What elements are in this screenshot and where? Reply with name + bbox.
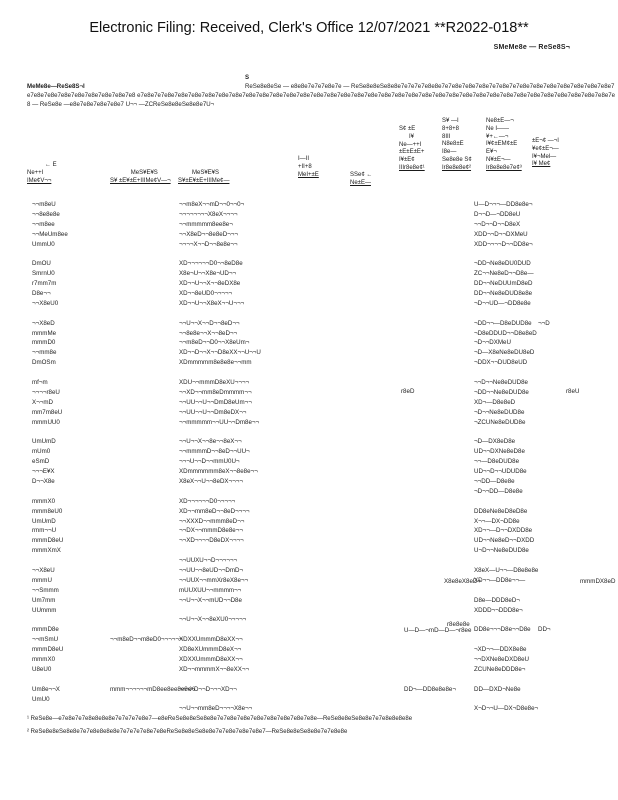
header-text: I8e— xyxy=(442,149,457,156)
table-cell: mmmD8eU xyxy=(32,646,64,654)
table-cell: ¬¬U¬¬mm8eD¬¬¬¬X8e¬¬ xyxy=(179,705,253,713)
table-cell: eSmD xyxy=(32,458,50,466)
table-cell: U8eU0 xyxy=(32,665,52,673)
table-cell xyxy=(179,606,261,616)
table-cell xyxy=(538,497,551,507)
table-cell xyxy=(538,230,551,240)
table-cell: X¬¬mD xyxy=(32,398,53,406)
table-cell xyxy=(179,368,261,378)
table-cell xyxy=(538,526,551,536)
table-cell: ¬¬mm8e xyxy=(32,349,57,357)
table-cell: ¬¬U¬¬X¬¬D¬¬8eD¬¬ xyxy=(179,319,240,327)
table-cell xyxy=(538,507,551,517)
table-cell: XD¬¬¬¬¬¬D0¬¬8eD8e xyxy=(179,260,243,268)
table-cell: XD¬—D8e8eD xyxy=(474,398,516,406)
header-text: Ir8e8e8e7e¢³ xyxy=(486,164,522,171)
table-cell xyxy=(32,556,68,566)
table-cell xyxy=(538,388,551,398)
table-cell: mmmD8e xyxy=(32,626,59,634)
table-cell xyxy=(179,675,261,685)
table-cell xyxy=(538,408,551,418)
table-cell xyxy=(538,517,551,527)
table-cell: ¬¬D¬¬Ne8eDUD8e xyxy=(474,379,529,387)
table-cell: ¬XD¬¬—DDX8e8e xyxy=(474,646,527,654)
table-column-4 xyxy=(474,200,538,714)
table-cell xyxy=(538,447,551,457)
table-cell: UUmmm xyxy=(32,606,57,614)
table-cell: mUm0 xyxy=(32,448,51,456)
table-cell: ¬DDX¬¬DUD8eUD xyxy=(474,359,528,367)
table-cell: Um8e¬¬X xyxy=(32,685,60,693)
table-cell: D8e¬¬ xyxy=(32,290,51,298)
table-cell xyxy=(32,249,68,259)
cell-value: mmmDX8eD xyxy=(580,578,616,585)
table-cell: ¬¬UUXU¬¬D¬¬¬¬¬¬ xyxy=(179,557,238,565)
table-cell xyxy=(538,259,551,269)
table-cell xyxy=(474,309,538,319)
table-cell xyxy=(474,695,538,705)
intro-text: ReSe8e8eSe — e8e8e7e7e7e8e7e — ReSe8e8eSe8e8e7e7e7e7e8e8e7e7e8e7e8e7e8e7e7e8e7e7e8e7e8e7e8e7e8e7e8e7e8e7e8e7e7e8e7e8e7e8e7e8e7e8e7e8e7e8e7e8 e7e8e7e7e8e7e8e7e8e7e8e7e8e7e8e7e8e7e8e7e8e7e8e7e8e7e8e7e8e7e8e7e8e7e8e7e8e7e8e7e8e7e8e7e8e7e8e7e8e7e8e7e8e7e8e7e8e7e8e7e8e7e8e7e8e7e8e7e8e7e8 — ReSe8e —e8e7e8e7e8e7e8e7 U¬¬ —ZCReSe8e8eSe8e8e7U¬ xyxy=(27,83,615,108)
table-cell xyxy=(474,615,538,625)
table-cell: ¬¬XD¬¬mm8eDmmmm¬¬ xyxy=(179,388,252,396)
table-cell: mmmX0 xyxy=(32,655,56,663)
page-header-stamp: Electronic Filing: Received, Clerk's Office 12/07/2021 **R2022-018** xyxy=(89,20,529,36)
table-cell: ¬¬8e8e¬¬X¬¬8eD¬¬ xyxy=(179,329,238,337)
cell-value: r8eU xyxy=(566,388,580,395)
table-cell: UD¬¬DXNe8eD8e xyxy=(474,448,525,456)
header-text: MeI+±E xyxy=(298,171,319,178)
table-cell xyxy=(538,378,551,388)
table-cell: ¬¬D¬¬D¬¬D8eX xyxy=(474,220,521,228)
table-cell: ¬¬X8eU0 xyxy=(32,299,59,307)
table-cell xyxy=(474,249,538,259)
header-text: I—II xyxy=(298,156,310,162)
table-cell xyxy=(538,695,551,705)
table-cell: ¬¬¬¬X¬¬D¬¬8e8e¬¬ xyxy=(179,240,238,248)
table-cell: UD¬¬D¬¬UDUD8e xyxy=(474,468,527,476)
table-cell xyxy=(538,220,551,230)
table-cell xyxy=(538,576,551,586)
table-cell xyxy=(538,596,551,606)
table-cell: ¬¬U¬¬X¬¬mUD¬¬D8e xyxy=(179,596,242,604)
header-text: 8III xyxy=(442,133,451,140)
header-text: Se8e8e S¢ xyxy=(442,156,472,163)
header-text: N8e8±E xyxy=(442,141,464,148)
table-cell: ¬¬mmmmm8ee8e¬ xyxy=(179,220,233,228)
header-text: I¥¢±EM¢±E xyxy=(486,141,518,148)
header-text: SSe¢ ← xyxy=(350,172,373,178)
header-text: E¥¬ xyxy=(486,149,497,156)
table-cell: XDD¬¬¬¬D¬¬DD8e¬ xyxy=(474,240,533,248)
table-cell: mmm8eU0 xyxy=(32,507,63,515)
table-cell xyxy=(538,398,551,408)
table-cell: mmmD8eU xyxy=(32,537,64,545)
table-cell: ¬¬UUX¬¬mmXr8eX8e¬¬ xyxy=(179,576,249,584)
table-cell: ¬D¬¬Ne8eDUD8e xyxy=(474,408,525,416)
header-text: ¥e¢±E¬— xyxy=(532,145,559,152)
table-cell: XD8eXUmmmD8eX¬¬ xyxy=(179,646,242,654)
table-cell: XD¬¬8eUD0¬¬¬¬¬ xyxy=(179,290,233,298)
header-text: Ne8±E—¬ xyxy=(486,118,514,124)
table-column-5 xyxy=(538,200,551,714)
table-cell xyxy=(474,635,538,645)
table-cell: ¬¬XD¬¬¬¬D8eDX¬¬¬¬ xyxy=(179,537,244,545)
table-cell xyxy=(32,615,68,625)
table-cell xyxy=(538,269,551,279)
header-text: 8+8+8 xyxy=(442,125,460,132)
table-cell xyxy=(179,427,261,437)
table-cell: ¬¬mmmmD¬¬8eD¬¬UU¬ xyxy=(179,448,250,456)
table-cell xyxy=(538,655,551,665)
table-cell: DD¬¬Ne8eDUD8e8e xyxy=(474,290,533,298)
table-cell: UmUmD xyxy=(32,517,56,525)
table-cell: DD—DXD¬Ne8e xyxy=(474,685,521,693)
table-cell: XDD¬¬D¬¬DXMeU xyxy=(474,230,528,238)
header-text: ← E xyxy=(45,162,57,168)
table-cell: ¬¬U¬¬X¬¬8eXU0¬¬¬¬¬ xyxy=(179,616,247,624)
table-cell: XD¬¬mm8eD¬¬8eD¬¬¬¬ xyxy=(179,507,250,515)
table-cell: DmOU xyxy=(32,260,51,268)
table-cell xyxy=(474,556,538,566)
intro-paragraph xyxy=(27,73,617,108)
table-cell: SmrnU0 xyxy=(32,270,55,278)
table-cell: X8eX—U¬¬—D8e8e8e xyxy=(474,566,539,574)
table-cell: r7mm7m xyxy=(32,280,57,288)
header-col-5 xyxy=(350,172,372,188)
table-cell: XDXXUmmmD8eXX¬¬ xyxy=(179,636,243,644)
table-cell xyxy=(538,200,551,210)
table-cell xyxy=(538,368,551,378)
table-column-3 xyxy=(179,200,261,714)
header-text: ¥+←—¬ xyxy=(486,133,509,140)
table-cell: ¬¬UU¬¬U¬¬DmD8eUm¬¬ xyxy=(179,398,252,406)
table-cell xyxy=(538,427,551,437)
header-text: ±E±E±E+ xyxy=(399,149,425,156)
header-text: S¥ ±E¥±E+IIIMe¢V—¬ xyxy=(110,177,171,184)
table-cell: ¬¬X8eD¬¬8e8eD¬¬¬ xyxy=(179,230,239,238)
table-cell: mmmXmX xyxy=(32,547,61,555)
table-cell: ¬DD¬¬Ne8eDUD8e xyxy=(474,388,529,396)
table-cell: ¬D¬¬DD—D8e8e xyxy=(474,487,523,495)
table-cell xyxy=(538,348,551,358)
section-title: SMeMe8e—ReSe8S¬I xyxy=(27,74,250,90)
table-cell: DD¬¬NeDUUmD8eD xyxy=(474,280,533,288)
table-cell: XDDD¬¬DDD8e¬ xyxy=(474,606,523,614)
table-cell xyxy=(474,427,538,437)
table-cell: XD¬¬—DD8e¬¬— xyxy=(474,576,526,584)
table-cell: XD¬¬U¬¬X¬¬8eDX8e xyxy=(179,280,241,288)
table-cell: ¬¬XXXD¬¬mmm8eD¬¬ xyxy=(179,517,245,525)
table-column-1 xyxy=(32,200,68,704)
table-cell xyxy=(538,279,551,289)
table-cell: ¬¬m8ee xyxy=(32,220,55,228)
table-cell: ¬¬¬¬¬¬¬¬X8eX¬¬¬¬ xyxy=(179,210,238,218)
table-cell xyxy=(179,546,261,556)
table-cell: ¬D¬¬DXMeU xyxy=(474,339,511,347)
table-cell: U¬D¬¬Ne8eDUD8e xyxy=(474,547,529,555)
header-col-7 xyxy=(442,118,472,173)
table-cell: XD¬¬D¬¬X¬¬D8eXX¬¬U¬¬U xyxy=(179,349,261,357)
table-cell xyxy=(538,536,551,546)
footnote-2: ² ReSe8e8eSe8e8e7e7e8e8e8e8e7e7e7e7e8e7e8eReSe8e8eSe8e8e7e7e8e7e8e7e8e7—ReSe8e8eSe8e8e7e7e8e8e xyxy=(27,729,348,735)
table-cell: ¬¬DXNe8eDXD8eU xyxy=(474,655,530,663)
table-cell xyxy=(538,487,551,497)
header-col-3 xyxy=(178,170,229,186)
table-cell: ¬D¬¬UD—¬DD8e8e xyxy=(474,299,531,307)
table-cell: ZC¬¬Ne8eD¬¬D8e— xyxy=(474,270,534,278)
table-cell xyxy=(538,457,551,467)
header-text: Ne I—— xyxy=(486,125,510,132)
table-cell xyxy=(32,309,68,319)
table-cell xyxy=(538,467,551,477)
table-cell xyxy=(474,497,538,507)
table-cell: XDU¬¬mmmD8eXU¬¬¬¬ xyxy=(179,379,250,387)
table-cell: UmU0 xyxy=(32,695,50,703)
header-text: IIIr8e8e¢¹ xyxy=(399,164,425,171)
table-cell: ¬¬8e8e8e xyxy=(32,210,60,218)
table-cell xyxy=(474,586,538,596)
table-cell: ¬¬MeUm8ee xyxy=(32,230,68,238)
header-text: N¥±E¬— xyxy=(486,156,511,163)
cell-value: U—D—¬mD—D—¬r8ee xyxy=(404,627,472,634)
table-cell: mmmD0 xyxy=(32,339,56,347)
table-cell: mf¬m xyxy=(32,379,48,387)
header-text: S¥ —I xyxy=(442,118,459,124)
table-cell xyxy=(32,487,68,497)
header-text: Ir8e8e8e¢² xyxy=(442,164,472,171)
table-cell: DD8e¬¬¬D8e¬¬D8e xyxy=(474,626,531,634)
table-cell xyxy=(179,309,261,319)
header-text: Ne±E— xyxy=(350,179,371,186)
table-cell: mUUXUU¬¬mmmm¬¬ xyxy=(179,586,242,594)
header-text: +II+8 xyxy=(298,163,312,170)
table-cell: DD¬ xyxy=(538,626,551,634)
table-cell: ¬DD¬¬—D8eDUD8e xyxy=(474,319,532,327)
table-cell xyxy=(32,675,68,685)
header-text: MeS¥E¥S xyxy=(192,170,220,176)
header-col-2 xyxy=(110,170,171,186)
table-cell xyxy=(179,625,261,635)
table-cell xyxy=(538,329,551,339)
header-text: I¥±E¢ xyxy=(399,157,415,164)
table-cell: Um7mm xyxy=(32,596,56,604)
table-cell xyxy=(538,358,551,368)
table-cell: ¬¬D xyxy=(538,319,550,327)
table-cell: X8e¬U¬¬X8e¬UD¬¬ xyxy=(179,270,237,278)
table-cell: ¬¬X8eD xyxy=(32,319,55,327)
table-cell xyxy=(538,546,551,556)
table-cell: ¬¬DX¬¬mmmD8e8e¬¬ xyxy=(179,527,243,535)
table-cell: ¬DD¬Ne8eDU0DUD xyxy=(474,260,531,268)
table-cell: ¬¬¬E¥X xyxy=(32,468,55,476)
table-cell xyxy=(538,289,551,299)
header-text: I¥ xyxy=(409,133,415,140)
table-cell: D¬¬D—¬DD8eU xyxy=(474,210,521,218)
table-cell: ¬¬m8eX¬¬mD¬¬0¬¬0¬ xyxy=(179,201,245,208)
table-cell: X¬D¬¬U—DX¬D8e8e¬ xyxy=(474,705,539,713)
header-text: I¥¬Mel— xyxy=(532,153,557,160)
cell-value: DD¬—DD8e8e8e¬ xyxy=(404,686,456,693)
table-cell: XD¬¬mmmmX¬¬8eXX¬¬ xyxy=(179,665,250,673)
table-cell xyxy=(538,645,551,655)
table-cell xyxy=(32,427,68,437)
table-cell: DD8eNe8eD8eD8e xyxy=(474,507,528,515)
table-cell: ¬¬X8eU xyxy=(32,566,55,574)
header-text: MeS¥E¥S xyxy=(130,170,158,176)
table-cell: ZCUNe8eDDD8e¬ xyxy=(474,665,526,673)
footnote-1: ¹ ReSe8e—e7e8e7e7e8e8e8e8e7e7e7e7e8e7—e8eReSe8e8eSe8e8e7e7e8e7e8e7e8e7e8e7e8e7e8e7e8e—ReSe8e8eSe8e8e7e7e8e8e8e8e xyxy=(27,716,413,722)
header-col-9 xyxy=(532,138,559,169)
table-cell: mmmUU0 xyxy=(32,418,60,426)
header-text: S¢ ±E xyxy=(399,126,416,132)
table-cell: XDmmmmmm8eX¬¬8e8e¬¬ xyxy=(179,468,258,476)
header-col-8 xyxy=(486,118,522,173)
cell-value: X8e8eX8eD+ xyxy=(444,578,481,585)
table-cell xyxy=(538,338,551,348)
table-cell: rmm¬¬U xyxy=(32,527,57,535)
table-cell xyxy=(538,566,551,576)
table-cell: DmOSm xyxy=(32,359,56,367)
table-cell: mm7m8eU xyxy=(32,408,63,416)
table-cell: ¬¬m8eD¬¬m8eD0¬¬¬¬¬¬ xyxy=(110,636,183,644)
table-cell: X8eX¬¬U¬¬8eDX¬¬¬¬ xyxy=(179,477,243,485)
table-cell: ¬¬¬U¬¬D¬¬mmU0U¬ xyxy=(179,458,240,466)
table-cell: ¬D—X8eNe8eDU8eD xyxy=(474,349,535,357)
table-cell: UmUmD xyxy=(32,438,56,446)
table-cell: ¬¬UU¬¬8eUD¬¬DmD¬ xyxy=(179,566,244,574)
header-col-1 xyxy=(27,162,57,185)
table-cell: mmmU xyxy=(32,576,52,584)
table-cell: XDmmmmm8e8e8e¬¬mm xyxy=(179,359,252,367)
header-text: Ne—++I xyxy=(399,141,422,148)
table-cell: ¬¬UU¬¬U¬¬Dm8eDX¬¬ xyxy=(179,408,247,416)
table-cell xyxy=(538,704,551,714)
table-cell xyxy=(538,615,551,625)
table-cell: UD¬¬Ne8eD¬¬DXDD xyxy=(474,537,535,545)
table-cell: ¬¬m8eU xyxy=(32,201,56,208)
table-cell: ¬¬—D8eDUD8e xyxy=(474,458,520,466)
table-cell: ¬¬¬XD¬¬D¬¬¬XD¬¬ xyxy=(179,685,237,693)
table-cell: D¬¬X8e xyxy=(32,477,55,485)
table-cell xyxy=(538,210,551,220)
table-cell: ¬D—DX8eD8e xyxy=(474,438,516,446)
table-cell: X¬¬—DX¬DD8e xyxy=(474,517,520,525)
table-cell xyxy=(538,586,551,596)
table-cell: ¬¬m8eD¬¬D0¬¬X8eUm¬ xyxy=(179,339,250,347)
cell-value: r8e8e8e xyxy=(447,621,470,628)
table-cell: ¬¬Smmm xyxy=(32,586,59,594)
table-cell xyxy=(538,418,551,428)
table-cell: mmm¬¬¬¬¬¬mD8ee8ee8e8e¬ xyxy=(110,685,195,693)
table-cell: mmmMe xyxy=(32,329,57,337)
table-cell xyxy=(538,556,551,566)
header-col-6 xyxy=(399,126,425,173)
table-cell xyxy=(538,606,551,616)
table-cell: XD¬¬U¬¬X8eX¬¬U¬¬¬ xyxy=(179,299,245,307)
table-cell: ¬D8eDDUD¬¬D8e8eD xyxy=(474,329,537,337)
table-cell: ¬¬U¬¬X¬¬8e¬¬8eX¬¬ xyxy=(179,438,242,446)
table-cell xyxy=(538,665,551,675)
table-cell: XDXXUmmmD8eXX¬¬ xyxy=(179,655,243,663)
table-cell xyxy=(538,685,551,695)
table-cell: ¬¬mSmU xyxy=(32,636,59,644)
table-cell xyxy=(179,487,261,497)
table-cell xyxy=(179,249,261,259)
cell-value: r8eD xyxy=(401,388,415,395)
table-cell: XD¬¬—D¬¬DXDD8e xyxy=(474,527,533,535)
table-cell xyxy=(538,299,551,309)
table-cell xyxy=(538,635,551,645)
table-cell: U—D¬¬¬—DD8e8e¬ xyxy=(474,201,533,208)
table-cell: mmmX0 xyxy=(32,497,56,505)
table-cell xyxy=(538,309,551,319)
table-cell xyxy=(538,437,551,447)
table-cell xyxy=(538,240,551,250)
table-cell xyxy=(538,249,551,259)
table-cell: ¬ZCUNe8eDUD8e xyxy=(474,418,526,426)
table-cell: ¬¬mmmmm¬¬UU¬¬Dm8e¬¬ xyxy=(179,418,260,426)
table-cell: D8e—DDD8eD¬ xyxy=(474,596,520,604)
header-text: I¥ Me¢ xyxy=(532,161,551,168)
header-text: S¥±E¥±E+IIIMe¢— xyxy=(178,177,230,184)
table-cell xyxy=(474,368,538,378)
header-text: ±E¬¢ —¬I xyxy=(532,138,559,144)
table-cell xyxy=(474,675,538,685)
table-cell: XD¬¬¬¬¬¬D0¬¬¬¬¬ xyxy=(179,497,236,505)
header-col-4 xyxy=(298,156,319,179)
header-text: Ne++I xyxy=(27,169,44,176)
table-cell xyxy=(538,477,551,487)
page-code: SMeMe8e — ReSe8S¬ xyxy=(493,44,570,51)
table-cell xyxy=(179,695,261,705)
table-cell: UmmU0 xyxy=(32,240,55,248)
header-text: IMe¢V¬¬ xyxy=(27,177,52,184)
table-cell xyxy=(538,675,551,685)
table-cell xyxy=(32,368,68,378)
table-cell: ¬¬DD—D8e8e xyxy=(474,477,515,485)
table-cell: ¬¬¬¬r8eU xyxy=(32,388,60,396)
